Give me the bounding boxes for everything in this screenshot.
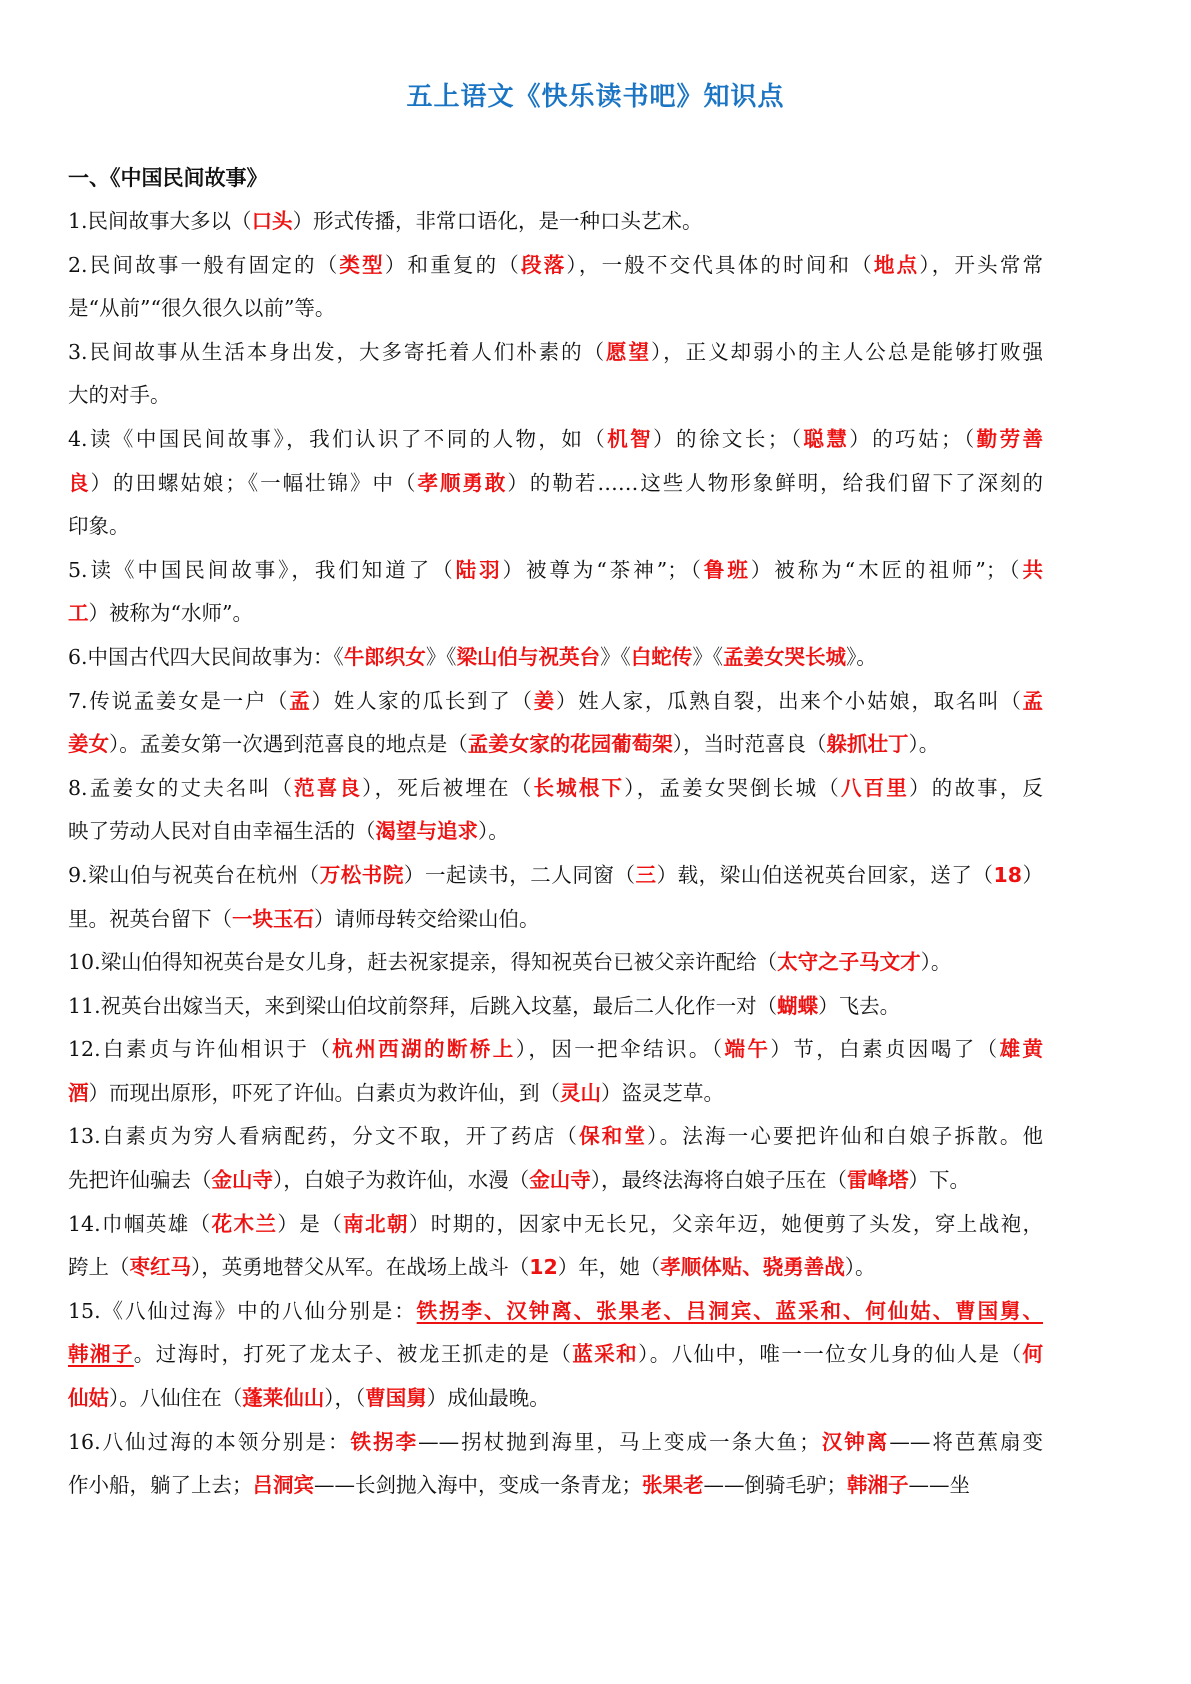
text-line [68, 854, 1043, 898]
answer-highlight: 三 [635, 862, 657, 887]
text-segment: ）而现出原形，吓死了许仙。白素贞为救许仙，到（ [88, 1080, 560, 1105]
text-segment: 8.孟姜女的丈夫名叫（ [68, 775, 295, 800]
answer-highlight: 范喜良 [294, 775, 363, 800]
text-line [68, 1115, 1043, 1159]
text-line [68, 941, 1043, 985]
answer-highlight: 白蛇传 [630, 644, 693, 669]
text-segment: 16.八仙过海的本领分别是： [68, 1429, 351, 1454]
text-segment: 6.中国古代四大民间故事为：《 [68, 644, 344, 669]
text-segment: ）。 [908, 732, 940, 757]
text-segment: ）时期的，因家中无长兄，父亲年迈，她便剪了头发，穿上战袍， [408, 1211, 1043, 1236]
text-segment: 是“从前”“很久很久以前”等。 [68, 296, 336, 321]
text-line [68, 200, 1043, 244]
knowledge-point-16 [68, 1421, 1043, 1508]
answer-highlight: 孟 [1022, 688, 1043, 713]
text-line [68, 418, 1043, 462]
text-segment: 9.梁山伯与祝英台在杭州（ [68, 862, 320, 887]
answer-highlight: 牛郎织女 [343, 644, 426, 669]
answer-highlight: 姜女 [68, 732, 109, 757]
text-segment: ）被称为“木匠的祖师”；（ [750, 557, 1023, 582]
answer-highlight: 孟姜女哭长城 [723, 644, 847, 669]
text-segment: 12.白素贞与许仙相识于（ [68, 1037, 333, 1062]
answer-highlight: 孝顺勇敢 [417, 470, 508, 495]
answer-highlight: 杭州西湖的断桥上 [332, 1037, 516, 1062]
text-line [68, 374, 1043, 418]
text-segment: ）。孟姜女第一次遇到范喜良的地点是（ [109, 732, 468, 757]
knowledge-point-12 [68, 1028, 1043, 1115]
text-line [68, 1028, 1043, 1072]
knowledge-point-8 [68, 767, 1043, 854]
answer-highlight: 保和堂 [579, 1124, 648, 1149]
answer-highlight: 蓝采和 [572, 1342, 639, 1367]
knowledge-point-2 [68, 244, 1043, 331]
text-segment: ）。 [844, 1255, 876, 1280]
text-line [68, 592, 1043, 636]
answer-highlight: 八百里 [840, 775, 910, 800]
text-segment: ）。 [920, 950, 952, 975]
text-segment: ）的勒若……这些人物形象鲜明，给我们留下了深刻的 [507, 470, 1043, 495]
answer-highlight: 类型 [339, 252, 385, 277]
text-segment: 印象。 [68, 514, 130, 539]
knowledge-point-13 [68, 1115, 1043, 1202]
text-segment: ）年，她（ [557, 1255, 661, 1280]
knowledge-point-15 [68, 1290, 1043, 1421]
text-line [68, 1159, 1043, 1203]
text-segment: ）形式传播，非常口语化，是一种口头艺术。 [292, 209, 703, 233]
text-segment: 13.白素贞为穷人看病配药，分文不取，开了药店（ [68, 1124, 580, 1149]
answer-highlight: 雄黄 [999, 1037, 1043, 1062]
answer-highlight: 仙姑 [68, 1386, 109, 1411]
text-segment: 大的对手。 [68, 383, 171, 408]
answer-highlight: 长城根下 [533, 775, 625, 800]
knowledge-point-4 [68, 418, 1043, 549]
answer-highlight: 孝顺体贴、骁勇善战 [660, 1255, 845, 1280]
answer-highlight: 姜 [533, 688, 556, 713]
text-segment: 1.民间故事大多以（ [68, 209, 252, 233]
text-segment: ），开头常常 [919, 252, 1043, 277]
answer-highlight: 万松书院 [319, 862, 404, 887]
text-segment: ）是（ [277, 1211, 344, 1236]
text-segment: 映了劳动人民对自由幸福生活的（ [68, 819, 376, 844]
text-segment: ），最终法海将白娘子压在（ [590, 1168, 847, 1193]
answer-highlight: 地点 [873, 252, 920, 277]
answer-highlight: 孟姜女家的花园葡萄架 [467, 732, 673, 757]
text-segment: 跨上（ [68, 1255, 130, 1280]
answer-highlight: 张果老 [642, 1473, 704, 1498]
text-segment: 7.传说孟姜女是一户（ [68, 688, 290, 713]
text-line [68, 505, 1043, 549]
text-line [68, 1377, 1043, 1421]
text-line [68, 680, 1043, 724]
knowledge-point-7 [68, 680, 1043, 767]
text-segment: ）的徐文长；（ [653, 426, 804, 451]
text-line [68, 1421, 1043, 1465]
text-segment: 5.读《中国民间故事》，我们知道了（ [68, 557, 456, 582]
answer-highlight: 吕洞宾 [252, 1473, 314, 1498]
answer-highlight: 18 [993, 862, 1022, 887]
text-segment: ），因一把伞结识。（ [515, 1037, 725, 1062]
text-segment: 10.梁山伯得知祝英台是女儿身，赶去祝家提亲，得知祝英台已被父亲许配给（ [68, 950, 778, 975]
text-segment: ） [1021, 862, 1043, 887]
text-line [68, 767, 1043, 811]
text-segment: ）。 [478, 819, 509, 844]
answer-highlight: 花木兰 [211, 1211, 278, 1236]
answer-highlight: 铁拐李 [350, 1429, 419, 1454]
knowledge-point-9 [68, 854, 1043, 941]
text-line [68, 810, 1043, 854]
text-segment: ——拐杖抛到海里，马上变成一条大鱼； [418, 1429, 820, 1454]
text-segment: ）姓人家，瓜熟自裂，出来个小姑娘，取名叫（ [555, 688, 1023, 713]
answer-highlight: 灵山 [560, 1080, 601, 1105]
answer-highlight: 韩湘子 [847, 1473, 909, 1498]
answer-highlight: 金山寺 [211, 1168, 273, 1193]
answer-highlight: 12 [529, 1255, 558, 1280]
answer-highlight: 梁山伯与祝英台 [456, 644, 601, 669]
knowledge-point-1 [68, 200, 1043, 244]
knowledge-point-6 [68, 636, 1043, 680]
text-segment: ），当时范喜良（ [672, 732, 827, 757]
text-line [68, 636, 1043, 680]
text-line [68, 1072, 1043, 1116]
text-segment: ）被尊为“茶神”；（ [502, 557, 704, 582]
text-line [68, 549, 1043, 593]
text-segment: 》。 [846, 644, 877, 669]
text-segment: 》《 [600, 644, 631, 669]
text-segment: ）。八仙住在（ [109, 1386, 243, 1411]
text-line [68, 1246, 1043, 1290]
page-title: 五上语文《快乐读书吧》知识点 [406, 82, 785, 112]
answer-highlight: 枣红马 [129, 1255, 191, 1280]
answer-highlight: 南北朝 [343, 1211, 409, 1236]
text-segment: ），英勇地替父从军。在战场上战斗（ [191, 1255, 530, 1280]
text-segment: ——将芭蕉扇变 [889, 1429, 1043, 1454]
text-segment: ）姓人家的瓜长到了（ [311, 688, 534, 713]
text-segment: ）成仙最晚。 [426, 1386, 550, 1411]
text-segment: 》《 [692, 644, 724, 669]
answer-highlight: 鲁班 [703, 557, 751, 582]
text-line [68, 1203, 1043, 1247]
answer-highlight: 太守之子马文才 [777, 950, 921, 975]
answer-highlight: 金山寺 [529, 1168, 591, 1193]
answer-highlight: 孟 [289, 688, 312, 713]
text-segment: ）。法海一心要把许仙和白娘子拆散。他 [647, 1124, 1043, 1149]
text-segment: 作小船，躺了上去； [68, 1473, 253, 1498]
text-segment: ）和重复的（ [384, 252, 522, 277]
answer-highlight: 雷峰塔 [847, 1168, 909, 1193]
text-line [68, 723, 1043, 767]
answer-highlight: 机智 [607, 426, 654, 451]
answer-highlight: 良 [68, 470, 91, 495]
text-segment: ——长剑抛入海中，变成一条青龙； [314, 1473, 642, 1498]
text-segment: 。过海时，打死了龙太子、被龙王抓走的是（ [133, 1342, 573, 1367]
text-segment: ）请师母转交给梁山伯。 [314, 906, 540, 931]
text-segment: 3.民间故事从生活本身出发，大多寄托着人们朴素的（ [68, 339, 607, 364]
text-line [68, 287, 1043, 331]
text-line [68, 462, 1043, 506]
text-segment: ——倒骑毛驴； [703, 1473, 847, 1498]
text-segment: ），一般不交代具体的时间和（ [566, 252, 874, 277]
text-segment: ），白娘子为救许仙，水漫（ [273, 1168, 530, 1193]
knowledge-point-list [68, 200, 1043, 1508]
answer-highlight: 曹国舅 [365, 1386, 427, 1411]
answer-highlight: 蝴蝶 [777, 993, 819, 1018]
text-segment: ）的田螺姑娘；《一幅壮锦》中（ [90, 470, 418, 495]
text-line [68, 1333, 1043, 1377]
knowledge-point-10 [68, 941, 1043, 985]
text-line [68, 1290, 1043, 1334]
text-segment: ），死后被埋在（ [362, 775, 534, 800]
knowledge-point-5 [68, 549, 1043, 636]
knowledge-point-11 [68, 985, 1043, 1029]
text-segment: 4.读《中国民间故事》，我们认识了不同的人物，如（ [68, 426, 608, 451]
answer-highlight: 韩湘子 [68, 1342, 134, 1367]
answer-highlight: 铁拐李、汉钟离、张果老、吕洞宾、蓝采和、何仙姑、曹国舅、 [416, 1298, 1043, 1323]
text-segment: 15.《八仙过海》中的八仙分别是： [68, 1298, 417, 1323]
answer-highlight: 陆羽 [455, 557, 503, 582]
answer-highlight: 何 [1022, 1342, 1043, 1367]
answer-highlight: 汉钟离 [819, 1429, 890, 1454]
knowledge-point-3 [68, 331, 1043, 418]
text-segment: ）节，白素贞因喝了（ [770, 1037, 1000, 1062]
text-segment: ——坐 [908, 1473, 970, 1498]
text-segment: ）。八仙中，唯一一位女儿身的仙人是（ [638, 1342, 1023, 1367]
answer-highlight: 段落 [521, 252, 567, 277]
text-segment: 里。祝英台留下（ [68, 906, 232, 931]
section-heading: 一、《中国民间故事》 [68, 166, 268, 190]
answer-highlight: 共 [1022, 557, 1043, 582]
text-segment: ），正义却弱小的主人公总是能够打败强 [650, 339, 1043, 364]
text-segment: ）一起读书，二人同窗（ [403, 862, 636, 887]
text-segment: ）被称为“水师”。 [88, 601, 253, 626]
text-segment: 14.巾帼英雄（ [68, 1211, 212, 1236]
text-segment: 》《 [425, 644, 457, 669]
text-segment: 先把许仙骗去（ [68, 1168, 212, 1193]
text-segment: ）下。 [908, 1168, 970, 1193]
text-segment: ），（ [324, 1386, 366, 1411]
answer-highlight: 勤劳善 [976, 426, 1043, 451]
text-segment: ）载，梁山伯送祝英台回家，送了（ [656, 862, 994, 887]
text-segment: 2.民间故事一般有固定的（ [68, 252, 340, 277]
knowledge-point-14 [68, 1203, 1043, 1290]
answer-highlight: 躲抓壮丁 [826, 732, 909, 757]
answer-highlight: 蓬莱仙山 [242, 1386, 325, 1411]
answer-highlight: 愿望 [606, 339, 651, 364]
answer-highlight: 口头 [251, 209, 293, 233]
text-line [68, 898, 1043, 942]
text-line [68, 985, 1043, 1029]
answer-highlight: 渴望与追求 [375, 819, 478, 844]
text-line [68, 244, 1043, 288]
text-segment: ）飞去。 [818, 993, 901, 1018]
answer-highlight: 酒 [68, 1080, 89, 1105]
text-segment: ）的巧姑；（ [849, 426, 977, 451]
text-segment: 11.祝英台出嫁当天，来到梁山伯坟前祭拜，后跳入坟墓，最后二人化作一对（ [68, 993, 778, 1018]
answer-highlight: 聪慧 [803, 426, 850, 451]
text-line [68, 331, 1043, 375]
text-line [68, 1464, 1043, 1508]
answer-highlight: 一块玉石 [232, 906, 314, 931]
text-segment: ），孟姜女哭倒长城（ [624, 775, 841, 800]
answer-highlight: 工 [68, 601, 89, 626]
text-segment: ）盗灵芝草。 [601, 1080, 724, 1105]
text-segment: ）的故事，反 [909, 775, 1043, 800]
answer-highlight: 端午 [724, 1037, 771, 1062]
